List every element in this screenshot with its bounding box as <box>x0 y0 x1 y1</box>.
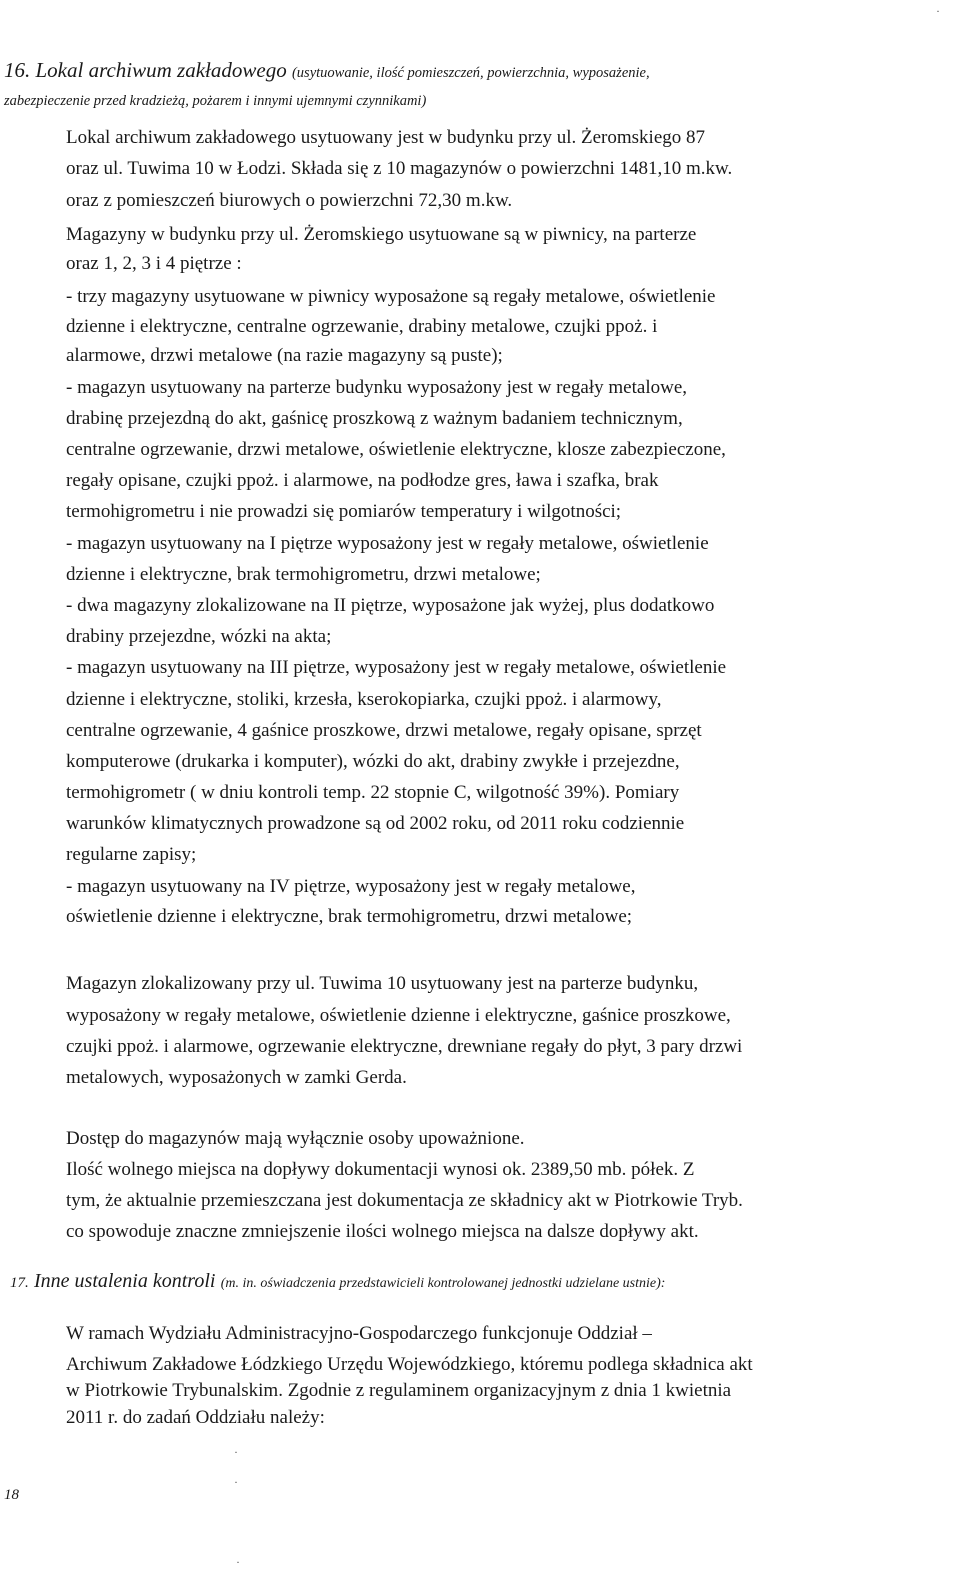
s16-line: warunków klimatycznych prowadzone są od 2002 roku, od 2011 roku codziennie <box>66 813 685 834</box>
section-17-subtitle: (m. in. oświadczenia przedstawicieli kontrolowanej jednostki udzielane ustnie): <box>220 1276 666 1291</box>
section-16-subtitle-1: (usytuowanie, ilość pomieszczeń, powierzchnia, wyposażenie, <box>291 65 650 81</box>
s16-line: drabiny przejezdne, wózki na akta; <box>66 626 332 647</box>
s16-line: regały opisane, czujki ppoż. i alarmowe, na podłodze gres, ława i szafka, brak <box>66 470 659 491</box>
s17-line: W ramach Wydziału Administracyjno-Gospodarczego funkcjonuje Oddział – <box>66 1323 652 1344</box>
scan-mark: · <box>936 4 940 18</box>
access-line: tym, że aktualnie przemieszczana jest dokumentacja ze składnicy akt w Piotrkowie Tryb. <box>66 1190 743 1211</box>
s16-line: dzienne i elektryczne, stoliki, krzesła, kserokopiarka, czujki ppoż. i alarmowy, <box>66 689 662 710</box>
s16-line: - magazyn usytuowany na IV piętrze, wyposażony jest w regały metalowe, <box>66 876 636 897</box>
scan-mark: · <box>234 1445 238 1459</box>
s16-line: Magazyny w budynku przy ul. Żeromskiego usytuowane są w piwnicy, na parterze <box>66 224 697 245</box>
section-16-number: 16. <box>4 58 31 82</box>
s16-line: oraz 1, 2, 3 i 4 piętrze : <box>66 253 242 274</box>
tuwima-line: metalowych, wyposażonych w zamki Gerda. <box>66 1067 407 1088</box>
s16-line: Lokal archiwum zakładowego usytuowany jest w budynku przy ul. Żeromskiego 87 <box>66 127 705 148</box>
section-16-subtitle-2: zabezpieczenie przed kradzieżą, pożarem i innymi ujemnymi czynnikami) <box>4 93 427 109</box>
section-16-heading-cont <box>4 86 426 111</box>
s16-line: komputerowe (drukarka i komputer), wózki do akt, drabiny zwykłe i przejezdne, <box>66 751 680 772</box>
s16-line: - magazyn usytuowany na parterze budynku wyposażony jest w regały metalowe, <box>66 377 687 398</box>
s16-line: - dwa magazyny zlokalizowane na II piętrze, wyposażone jak wyżej, plus dodatkowo <box>66 595 715 616</box>
section-17-number: 17. <box>10 1275 29 1291</box>
s16-line: - magazyn usytuowany na III piętrze, wyposażony jest w regały metalowe, oświetlenie <box>66 657 727 678</box>
section-16-title: Lokal archiwum zakładowego <box>35 58 287 82</box>
s16-line: - trzy magazyny usytuowane w piwnicy wyposażone są regały metalowe, oświetlenie <box>66 286 716 307</box>
s17-line: 2011 r. do zadań Oddziału należy: <box>66 1407 325 1428</box>
s16-line: centralne ogrzewanie, 4 gaśnice proszkowe, drzwi metalowe, regały opisane, sprzęt <box>66 720 702 741</box>
s16-line: drabinę przejezdną do akt, gaśnicę proszkową z ważnym badaniem technicznym, <box>66 408 683 429</box>
s16-line: dzienne i elektryczne, brak termohigrometru, drzwi metalowe; <box>66 564 541 585</box>
tuwima-line: wyposażony w regały metalowe, oświetlenie dzienne i elektryczne, gaśnice proszkowe, <box>66 1005 731 1026</box>
page-number: 18 <box>4 1487 19 1503</box>
s16-line: oraz z pomieszczeń biurowych o powierzchni 72,30 m.kw. <box>66 190 513 211</box>
section-17-heading <box>10 1268 665 1293</box>
s17-line: Archiwum Zakładowe Łódzkiego Urzędu Wojewódzkiego, któremu podlega składnica akt <box>66 1354 753 1375</box>
scan-mark: · <box>236 1555 240 1569</box>
s16-line: centralne ogrzewanie, drzwi metalowe, oświetlenie elektryczne, klosze zabezpieczone, <box>66 439 726 460</box>
access-line: Dostęp do magazynów mają wyłącznie osoby upoważnione. <box>66 1128 525 1149</box>
access-line: Ilość wolnego miejsca na dopływy dokumentacji wynosi ok. 2389,50 mb. półek. Z <box>66 1159 695 1180</box>
s16-line: - magazyn usytuowany na I piętrze wyposażony jest w regały metalowe, oświetlenie <box>66 533 709 554</box>
s16-line: termohigrometru i nie prowadzi się pomiarów temperatury i wilgotności; <box>66 501 622 522</box>
section-17-title: Inne ustalenia kontroli <box>34 1270 216 1292</box>
section-16-heading <box>4 58 650 83</box>
scan-mark: · <box>234 1475 238 1489</box>
s16-line: regularne zapisy; <box>66 844 197 865</box>
s16-line: oraz ul. Tuwima 10 w Łodzi. Składa się z 10 magazynów o powierzchni 1481,10 m.kw. <box>66 158 733 179</box>
tuwima-line: czujki ppoż. i alarmowe, ogrzewanie elektryczne, drewniane regały do płyt, 3 pary drzwi <box>66 1036 743 1057</box>
s16-line: alarmowe, drzwi metalowe (na razie magazyny są puste); <box>66 345 503 366</box>
s16-line: oświetlenie dzienne i elektryczne, brak termohigrometru, drzwi metalowe; <box>66 906 633 927</box>
tuwima-line: Magazyn zlokalizowany przy ul. Tuwima 10 usytuowany jest na parterze budynku, <box>66 973 699 994</box>
s17-line: w Piotrkowie Trybunalskim. Zgodnie z regulaminem organizacyjnym z dnia 1 kwietnia <box>66 1380 732 1401</box>
s16-line: dzienne i elektryczne, centralne ogrzewanie, drabiny metalowe, czujki ppoż. i <box>66 316 658 337</box>
access-line: co spowoduje znaczne zmniejszenie ilości wolnego miejsca na dalsze dopływy akt. <box>66 1221 699 1242</box>
s16-line: termohigrometr ( w dniu kontroli temp. 22 stopnie C, wilgotność 39%). Pomiary <box>66 782 680 803</box>
